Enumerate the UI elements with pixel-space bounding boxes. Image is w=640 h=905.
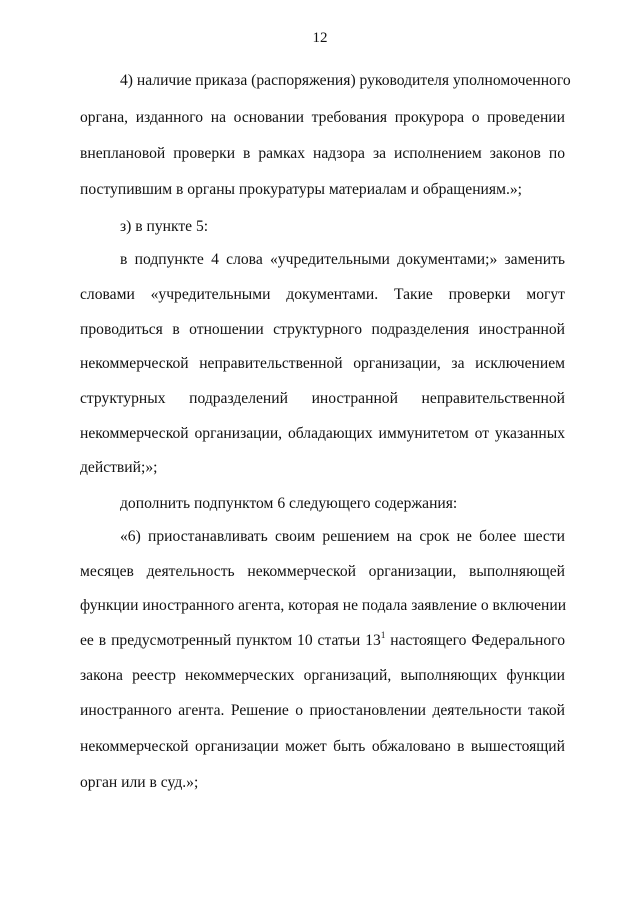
paragraph-3-line-7: действий;»; — [80, 459, 158, 476]
paragraph-3-line-6: некоммерческой организации, обладающих иммунитетом от указанных — [80, 425, 565, 442]
paragraph-1-line-4: поступившим в органы прокуратуры материалам и обращениям.»; — [80, 181, 522, 198]
paragraph-4-line-1: дополнить подпунктом 6 следующего содержания: — [120, 495, 458, 512]
paragraph-3-line-3: проводиться в отношении структурного подразделения иностранной — [80, 321, 565, 338]
page-number: 12 — [312, 30, 328, 46]
paragraph-3-line-2: словами «учредительными документами. Такие проверки могут — [80, 286, 565, 303]
paragraph-5-line-8: орган или в суд.»; — [80, 774, 199, 791]
paragraph-1-line-1: 4) наличие приказа (распоряжения) руководителя уполномоченного — [120, 72, 571, 89]
superscript-marker: 1 — [380, 629, 386, 640]
line-4-text-before: ее в предусмотренный пунктом 10 статьи 13 — [80, 632, 381, 649]
paragraph-5-line-4 — [80, 629, 565, 650]
paragraph-1-line-2: органа, изданного на основании требования прокурора о проведении — [80, 109, 565, 126]
line-4-text-after: настоящего Федерального — [385, 632, 565, 649]
paragraph-5-line-3: функции иностранного агента, которая не подала заявление о включении — [80, 597, 567, 614]
paragraph-5-line-1: «6) приостанавливать своим решением на срок не более шести — [120, 528, 565, 545]
paragraph-3-line-1: в подпункте 4 слова «учредительными документами;» заменить — [120, 251, 565, 268]
paragraph-2-line-1: з) в пункте 5: — [120, 218, 209, 235]
paragraph-5-line-5: закона реестр некоммерческих организаций, выполняющих функции — [80, 667, 565, 684]
paragraph-3-line-5: структурных подразделений иностранной неправительственной — [80, 390, 565, 407]
paragraph-1-line-3: внеплановой проверки в рамках надзора за исполнением законов по — [80, 145, 565, 162]
paragraph-5-line-7: некоммерческой организации может быть обжаловано в вышестоящий — [80, 738, 565, 755]
paragraph-3-line-4: некоммерческой неправительственной организации, за исключением — [80, 355, 565, 372]
paragraph-5-line-2: месяцев деятельность некоммерческой организации, выполняющей — [80, 563, 565, 580]
paragraph-5-line-6: иностранного агента. Решение о приостановлении деятельности такой — [80, 702, 565, 719]
